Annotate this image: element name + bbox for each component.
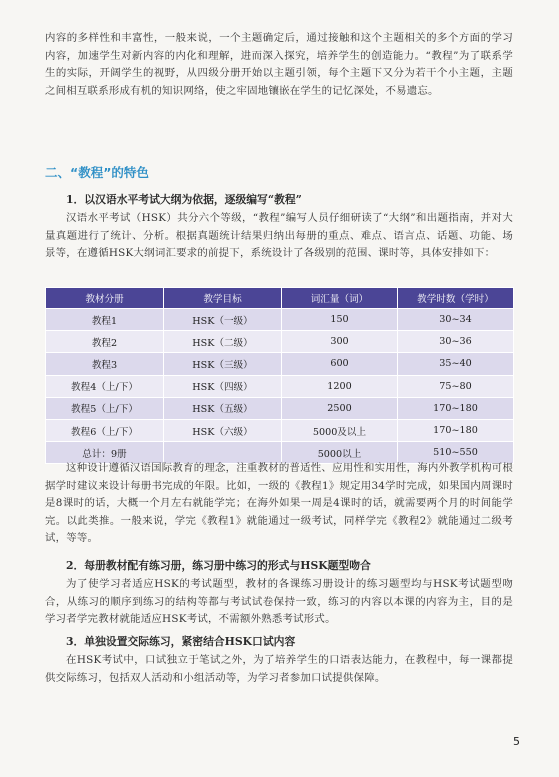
table-cell: 教程4（上/下） — [46, 375, 164, 397]
table-cell: 教程5（上/下） — [46, 397, 164, 419]
table-cell: 510~550 — [398, 442, 514, 464]
table-header-row — [46, 288, 514, 309]
subsection-title-2: 2．每册教材配有练习册，练习册中练习的形式与HSK题型吻合 — [66, 559, 371, 572]
subsection-title-1: 1．以汉语水平考试大纲为依据，逐级编写“教程” — [66, 193, 302, 206]
table-header-cell: 词汇量（词） — [282, 288, 398, 309]
subsection-title-3: 3．单独设置交际练习，紧密结合HSK口试内容 — [66, 635, 296, 648]
table-cell: 300 — [282, 331, 398, 353]
table-cell: 170~180 — [398, 419, 514, 441]
table-header-cell: 教学时数（学时） — [398, 288, 514, 309]
table-row — [46, 331, 514, 353]
table-cell: 1200 — [282, 375, 398, 397]
table-row — [46, 419, 514, 441]
table-cell: HSK（六级） — [164, 419, 282, 441]
intro-paragraph: 内容的多样性和丰富性，一般来说，一个主题确定后，通过接触和这个主题相关的多个方面的学习内容，加速学生对新内容的内化和理解，进而深入探究，培养学生的创造能力。“教程”为了联系学生的实际，开阔学生的视野，从四级分册开始以主题引领，每个主题下又分为若干个小主题，主题之间相互联系形成有机的知识网络，使之牢固地镶嵌在学生的记忆深处，不易遗忘。 — [45, 32, 513, 97]
table-cell: 150 — [282, 309, 398, 331]
table-cell: 教程3 — [46, 353, 164, 375]
table-cell: 教程6（上/下） — [46, 419, 164, 441]
table-cell: HSK（五级） — [164, 397, 282, 419]
table-cell: 2500 — [282, 397, 398, 419]
workbook-paragraph: 为了使学习者适应HSK的考试题型，教材的各课练习册设计的练习题型均与HSK考试题型吻合，从练习的顺序到练习的结构等都与考试试卷保持一致，练习的内容以本课的内容为主，目的是学习者学完教材就能适应HSK考试，不需额外熟悉考试形式。 — [45, 578, 513, 626]
table-row — [46, 397, 514, 419]
table-cell: 30~36 — [398, 331, 514, 353]
table-cell: 600 — [282, 353, 398, 375]
table-cell: 5000及以上 — [282, 419, 398, 441]
table-cell: 5000以上 — [282, 442, 398, 464]
table-cell: 总计：9册 — [46, 442, 164, 464]
table-cell: 35~40 — [398, 353, 514, 375]
table-cell: 教程1 — [46, 309, 164, 331]
table-cell: 教程2 — [46, 331, 164, 353]
table-cell: 170~180 — [398, 397, 514, 419]
table-cell: HSK（一级） — [164, 309, 282, 331]
design-explanation-paragraph: 这种设计遵循汉语国际教育的理念，注重教材的普适性、应用性和实用性，海内外教学机构可根据学时建议来设计每册书完成的年限。比如，一级的《教程1》规定用34学时完成，如果国内周课时是8课时的话，大概一个月左右就能学完；在海外如果一周是4课时的话，就需要两个月的时间能学完。以此类推。一般来说，学完《教程1》就能通过一级考试，同样学完《教程2》就能通过二级考试，等等。 — [45, 462, 513, 545]
table-cell: HSK（二级） — [164, 331, 282, 353]
table-header-cell: 教材分册 — [46, 288, 164, 309]
table-row — [46, 375, 514, 397]
section-title: 二、“教程”的特色 — [45, 165, 149, 180]
table-cell: 75~80 — [398, 375, 514, 397]
oral-practice-paragraph: 在HSK考试中，口试独立于笔试之外，为了培养学生的口语表达能力，在教程中，每一课都提供交际练习，包括双人活动和小组活动等，为学习者参加口试提供保障。 — [45, 654, 513, 684]
table-row — [46, 353, 514, 375]
table-cell: 30~34 — [398, 309, 514, 331]
table-header-cell: 教学目标 — [164, 288, 282, 309]
page-number: 5 — [513, 735, 520, 748]
table-cell: HSK（三级） — [164, 353, 282, 375]
table-cell: HSK（四级） — [164, 375, 282, 397]
hsk-levels-paragraph: 汉语水平考试（HSK）共分六个等级，“教程”编写人员仔细研读了“大纲”和出题指南，并对大量真题进行了统计、分析。根据真题统计结果归纳出每册的重点、难点、语言点、话题、功能、场景等，在遵循HSK大纲词汇要求的前提下，系统设计了各级别的范围、课时等，具体安排如下： — [45, 212, 513, 260]
curriculum-table — [45, 287, 514, 464]
table-row — [46, 309, 514, 331]
